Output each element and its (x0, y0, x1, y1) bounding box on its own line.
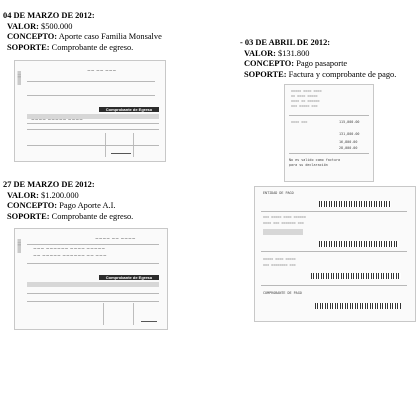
entry-3 (3, 180, 133, 222)
concepto-row: CONCEPTO: Pago Aporte A.I. (7, 201, 116, 211)
soporte-row: SOPORTE: Comprobante de egreso. (7, 211, 134, 221)
invoice-line: === ===== ==== ====== (263, 215, 306, 219)
soporte-row: SOPORTE: Comprobante de egreso. (7, 42, 134, 52)
rule (261, 251, 407, 252)
rule (289, 153, 369, 154)
handwriting: ~~ ~~ ~~~ (87, 69, 117, 74)
rule (27, 293, 159, 294)
concepto-row: CONCEPTO: Pago pasaporte (244, 59, 348, 69)
barcode (319, 201, 391, 207)
receipt-note: para su declaración (289, 163, 328, 167)
valor-row: VALOR: $131.800 (244, 48, 310, 58)
valor-value: $500.000 (41, 21, 73, 31)
receipt-line: == ==== ===== (291, 94, 318, 98)
receipt-amount: 131,800.00 (339, 132, 360, 136)
signature (111, 149, 131, 154)
receipt-scan (284, 84, 374, 182)
receipt-line: ==== == ====== (291, 99, 320, 103)
receipt-note: No es valido como factura (289, 158, 341, 162)
entry-date: 04 DE MARZO DE 2012: (3, 11, 95, 20)
valor-value: $1.200.000 (41, 190, 79, 200)
handwriting: ~~~ ~~~~~~ ~~~~ ~~~~~ (33, 247, 106, 252)
soporte-row: SOPORTE: Factura y comprobante de pago. (244, 69, 397, 79)
rule (27, 145, 159, 146)
receipt-header: ===== ==== ==== (291, 89, 322, 93)
concepto-value: Pago Aporte A.I. (59, 201, 116, 211)
entry-2 (240, 38, 396, 80)
table-header (27, 282, 159, 287)
handwriting: ~~~~ ~~ ~~~~ (95, 237, 136, 242)
rule (103, 303, 104, 325)
invoice-block (263, 229, 303, 235)
entry-date: - 03 DE ABRIL DE 2012: (240, 38, 331, 47)
barcode (319, 241, 399, 247)
rule (27, 301, 159, 302)
invoice-line: === ======== === (263, 263, 296, 267)
receipt-amount: 115,000.00 (339, 120, 360, 124)
receipt-amount: 28,000.00 (339, 146, 358, 150)
valor-row: VALOR: $1.200.000 (7, 190, 79, 200)
egreso-scan-1 (14, 60, 166, 162)
entry-1 (3, 11, 162, 53)
signature (141, 317, 157, 322)
egreso-title-bar: Comprobante de Egreso (99, 107, 159, 112)
receipt-line: ==== === (291, 120, 308, 124)
valor-row: VALOR: $500.000 (7, 21, 73, 31)
side-stamp: ||||||||||||||| (17, 239, 21, 253)
soporte-value: Comprobante de egreso. (51, 211, 134, 221)
rule (261, 285, 407, 286)
rule (261, 211, 407, 212)
rule (27, 129, 159, 130)
invoice-header: ENTIDAD DE PAGO (263, 191, 294, 195)
egreso-title-bar: Comprobante de Egreso (99, 275, 159, 280)
rule (27, 244, 159, 245)
rule (27, 81, 155, 82)
receipt-amount: 16,800.00 (339, 140, 358, 144)
barcode (315, 303, 401, 309)
concepto-value: Pago pasaporte (296, 59, 348, 69)
valor-value: $131.800 (278, 48, 310, 58)
entry-date: 27 DE MARZO DE 2012: (3, 180, 95, 189)
invoice-scan (254, 186, 416, 322)
rule (133, 303, 134, 325)
handwriting: ~~~~ ~~~~~ ~~~~ (31, 118, 83, 123)
receipt-line: === ===== === (291, 104, 318, 108)
side-stamp: ||||||||||||||| (17, 71, 21, 85)
egreso-scan-2 (14, 228, 168, 330)
invoice-line: ==== === ======= === (263, 221, 304, 225)
concepto-row: CONCEPTO: Aporte caso Familia Monsalve (7, 32, 162, 42)
soporte-value: Comprobante de egreso. (51, 42, 134, 52)
barcode (311, 273, 401, 279)
rule (27, 95, 155, 96)
invoice-footer: COMPROBANTE DE PAGO (263, 291, 302, 295)
concepto-value: Aporte caso Familia Monsalve (58, 32, 162, 42)
handwriting: ~~ ~~~~~ ~~~~~~ ~~ ~~~ (33, 254, 107, 259)
rule (27, 123, 159, 124)
soporte-value: Factura y comprobante de pago. (288, 69, 397, 79)
rule (27, 263, 159, 264)
invoice-line: ===== ==== ===== (263, 257, 296, 261)
rule (289, 115, 369, 116)
